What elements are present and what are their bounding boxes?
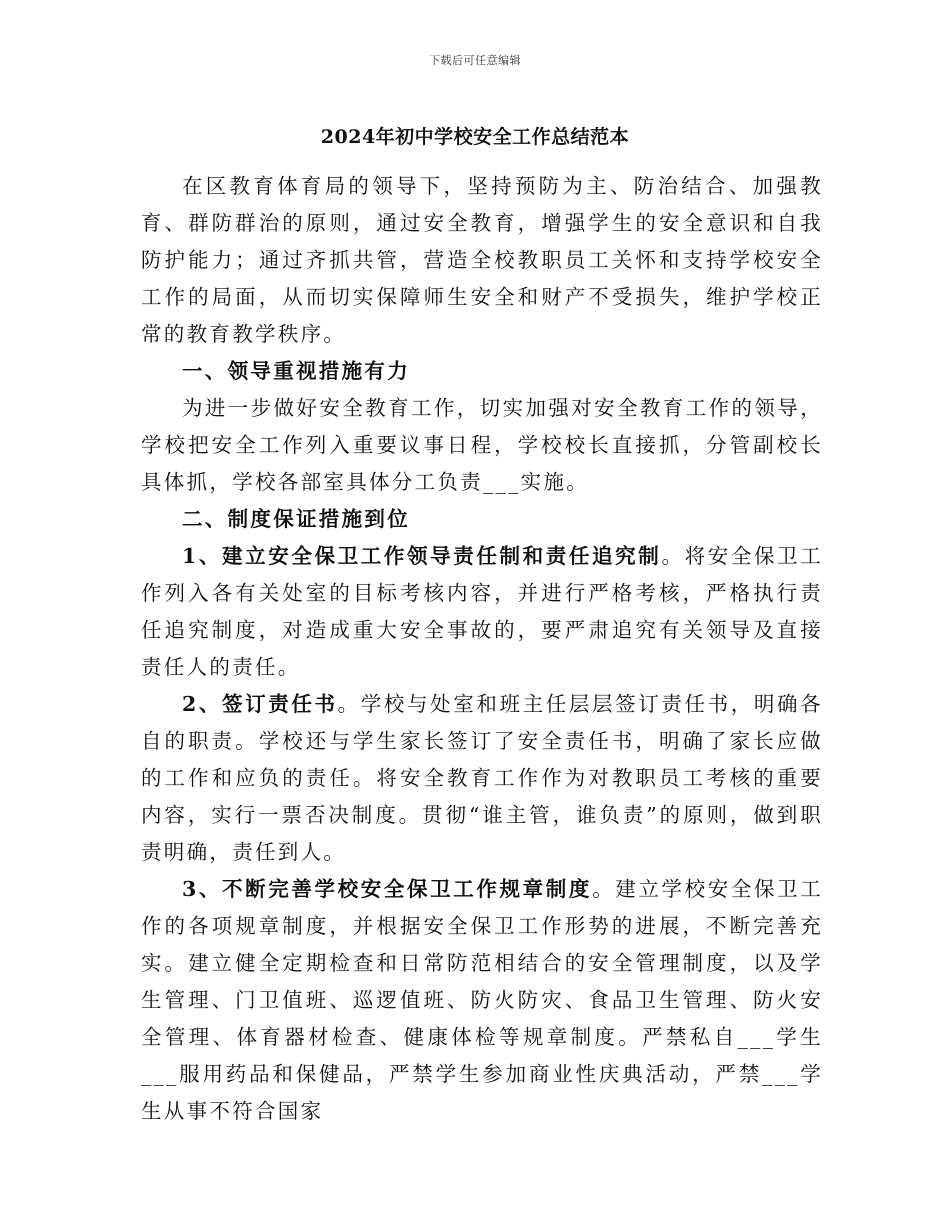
intro-paragraph: 在区教育体育局的领导下，坚持预防为主、防治结合、加强教育、群防群治的原则，通过安全教育，增强学生的安全意识和自我防护能力；通过齐抓共管，营造全校教职员工关怀和支持学校安全工作的局面，从而切实保障师生安全和财产不受损失，维护学校正常的教育教学秩序。 [141, 174, 823, 346]
section-heading-2: 二、制度保证措施到位 [182, 507, 410, 531]
document-body [141, 168, 823, 1130]
item-lead-1: 1、建立安全保卫工作领导责任制和责任追究制 [182, 544, 662, 568]
item-text-1: 。将安全保卫工作列入各有关处室的目标考核内容，并进行严格考核，严格执行责任追究制度，对造成重大安全事故的，要严肃追究有关领导及直接责任人的责任。 [141, 544, 823, 679]
item-paragraph-1 [141, 538, 823, 686]
item-paragraph-3 [141, 871, 823, 1130]
header-note: 下载后可任意编辑 [429, 54, 521, 67]
item-lead-2: 2、签订责任书 [182, 692, 338, 716]
section-1-paragraph: 为进一步做好安全教育工作，切实加强对安全教育工作的领导，学校把安全工作列入重要议事日程，学校校长直接抓，分管副校长具体抓，学校各部室具体分工负责___实施。 [141, 396, 823, 494]
item-paragraph-2 [141, 686, 823, 871]
document-title: 2024年初中学校安全工作总结范本 [320, 126, 630, 148]
item-lead-3: 3、不断完善学校安全保卫工作规章制度 [182, 877, 593, 901]
item-text-3: 。建立学校安全保卫工作的各项规章制度，并根据安全保卫工作形势的进展，不断完善充实。建立健全定期检查和日常防范相结合的安全管理制度，以及学生管理、门卫值班、巡逻值班、防火防灾、食品卫生管理、防火安全管理、体育器材检查、健康体检等规章制度。严禁私自___学生___服用药品和保健品，严禁学生参加商业性庆典活动，严禁___学生从事不符合国家 [141, 877, 824, 1123]
section-heading-1: 一、领导重视措施有力 [182, 359, 410, 383]
item-text-2: 。学校与处室和班主任层层签订责任书，明确各自的职责。学校还与学生家长签订了安全责任书，明确了家长应做的工作和应负的责任。将安全教育工作作为对教职员工考核的重要内容，实行一票否决制度。贯彻“谁主管，谁负责”的原则，做到职责明确，责任到人。 [141, 692, 823, 864]
